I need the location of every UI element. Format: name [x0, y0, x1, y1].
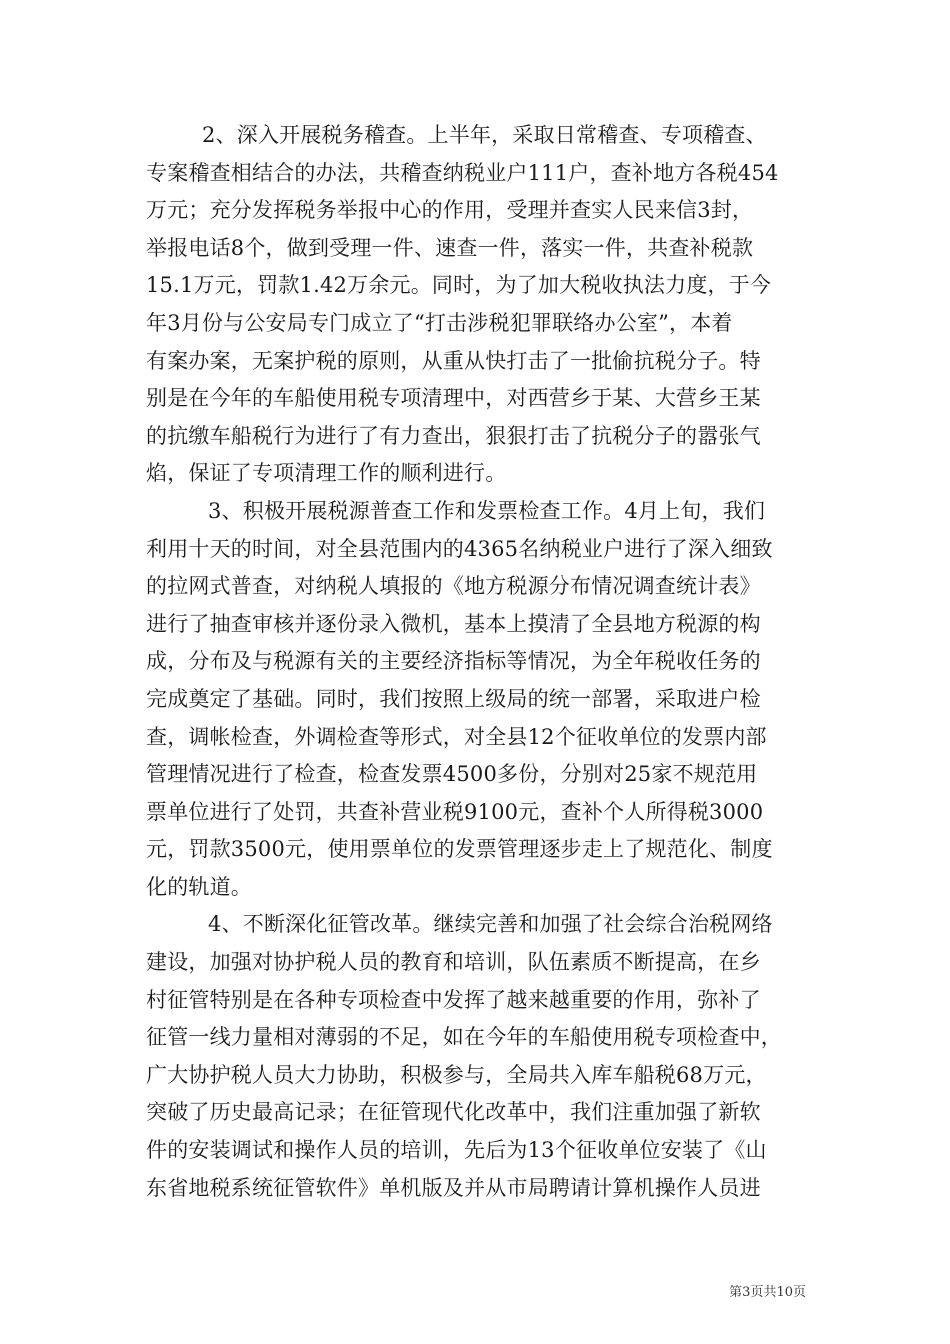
text-line: 票单位进行了处罚，共查补营业税9100元，查补个人所得税3000 [146, 799, 764, 824]
text-line: 进行了抽查审核并逐份录入微机，基本上摸清了全县地方税源的构 [146, 611, 761, 636]
text-line: 东省地税系统征管软件》单机版及并从市局聘请计算机操作人员进 [146, 1175, 761, 1200]
text-line: 件的安装调试和操作人员的培训，先后为13个征收单位安装了《山 [146, 1138, 767, 1163]
text-line: 举报电话8个，做到受理一件、速查一件，落实一件，共查补税款 [146, 235, 754, 260]
text-line: 征管一线力量相对薄弱的不足，如在今年的车船使用税专项检查中， [146, 1025, 782, 1050]
text-line: 化的轨道。 [146, 874, 252, 899]
text-line: 别是在今年的车船使用税专项清理中，对西营乡于某、大营乡王某 [146, 386, 761, 411]
text-line: 专案稽查相结合的办法，共稽查纳税业户111户，查补地方各税454 [146, 160, 779, 185]
text-line: 广大协护税人员大力协助，积极参与，全局共入库车船税68万元， [146, 1062, 767, 1087]
text-line: 建设，加强对协护税人员的教育和培训，队伍素质不断提高，在乡 [146, 950, 761, 975]
text-line: 4、不断深化征管改革。继续完善和加强了社会综合治税网络 [208, 912, 773, 937]
text-line: 年3月份与公安局专门成立了“打击涉税犯罪联络办公室”，本着 [146, 310, 733, 335]
text-line: 利用十天的时间，对全县范围内的4365名纳税业户进行了深入细致 [146, 536, 773, 561]
text-line: 15.1万元，罚款1.42万余元。同时，为了加大税收执法力度，于今 [146, 273, 772, 298]
text-line: 村征管特别是在各种专项检查中发挥了越来越重要的作用，弥补了 [146, 987, 761, 1012]
text-line: 突破了历史最高记录；在征管现代化改革中，我们注重加强了新软 [146, 1100, 761, 1125]
text-line: 万元；充分发挥税务举报中心的作用，受理并查实人民来信3封， [146, 198, 754, 223]
text-line: 有案办案，无案护税的原则，从重从快打击了一批偷抗税分子。特 [146, 348, 761, 373]
text-line: 管理情况进行了检查，检查发票4500多份，分别对25家不规范用 [146, 762, 758, 787]
text-line: 的抗缴车船税行为进行了有力查出，狠狠打击了抗税分子的嚣张气 [146, 423, 761, 448]
text-line: 成，分布及与税源有关的主要经济指标等情况，为全年税收任务的 [146, 649, 761, 674]
page-number-footer: 第3页共10页 [729, 1285, 806, 1300]
text-line: 3、积极开展税源普查工作和发票检查工作。4月上旬，我们 [208, 498, 766, 523]
body-text [146, 117, 806, 1207]
text-line: 焰，保证了专项清理工作的顺利进行。 [146, 461, 507, 486]
text-line: 元，罚款3500元，使用票单位的发票管理逐步走上了规范化、制度 [146, 837, 773, 862]
text-line: 2、深入开展税务稽查。上半年，采取日常稽查、专项稽查、 [202, 123, 767, 147]
text-line: 的拉网式普查，对纳税人填报的《地方税源分布情况调查统计表》 [146, 574, 761, 599]
text-line: 查，调帐检查，外调检查等形式，对全县12个征收单位的发票内部 [146, 724, 767, 749]
text-line: 完成奠定了基础。同时，我们按照上级局的统一部署，采取进户检 [146, 686, 761, 711]
